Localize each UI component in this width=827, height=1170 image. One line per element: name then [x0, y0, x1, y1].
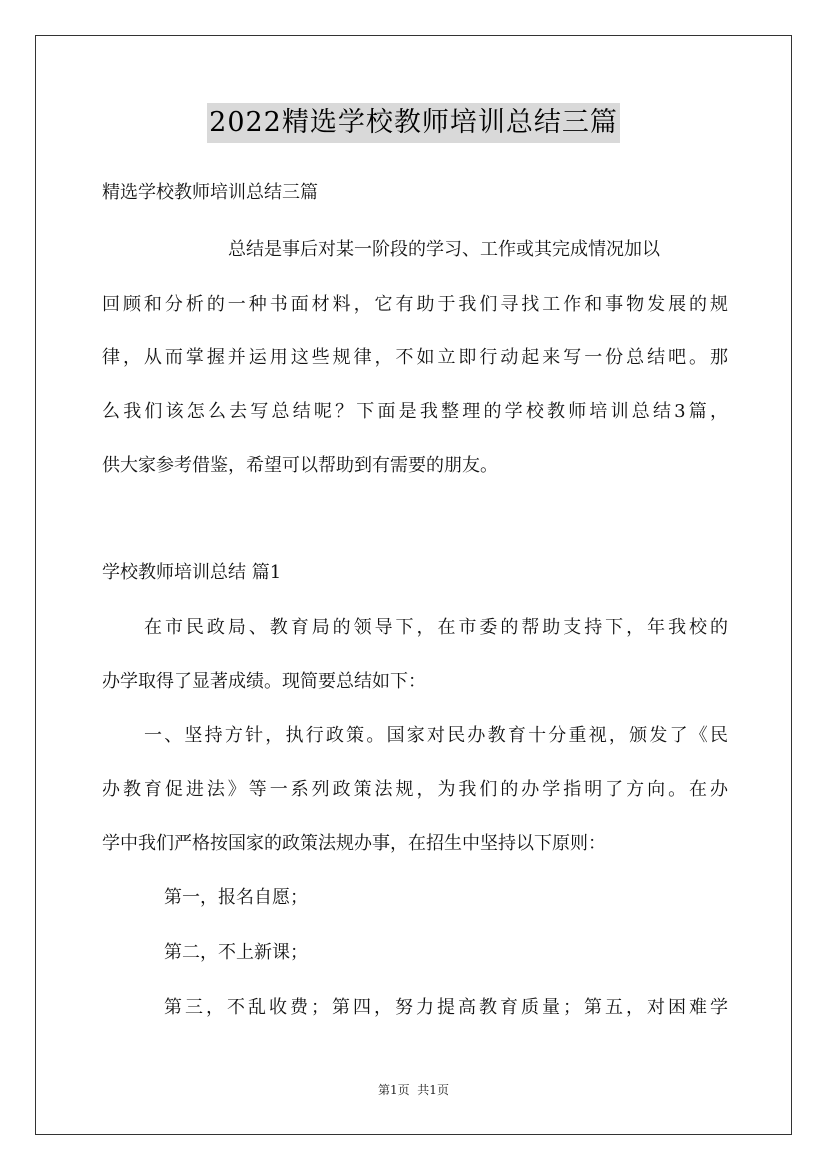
- intro-line-1: 总结是事后对某一阶段的学习、工作或其完成情况加以: [228, 239, 660, 260]
- section-line-3: 一、坚持方针，执行政策。国家对民办教育十分重视，颁发了《民: [144, 725, 728, 746]
- section-line-2: 办学取得了显著成绩。现简要总结如下：: [102, 671, 426, 692]
- section-line-5: 学中我们严格按国家的政策法规办事，在招生中坚持以下原则：: [102, 833, 606, 854]
- section-line-7: 第二，不上新课；: [164, 942, 308, 963]
- title-container: [0, 103, 827, 143]
- document-subtitle: 精选学校教师培训总结三篇: [102, 182, 318, 203]
- intro-line-3: 律，从而掌握并运用这些规律，不如立即行动起来写一份总结吧。那: [102, 347, 728, 368]
- intro-line-4: 么我们该怎么去写总结呢？下面是我整理的学校教师培训总结3篇，: [102, 401, 728, 422]
- section-line-4: 办教育促进法》等一系列政策法规，为我们的办学指明了方向。在办: [102, 779, 728, 800]
- intro-line-2: 回顾和分析的一种书面材料，它有助于我们寻找工作和事物发展的规: [102, 294, 728, 315]
- section-line-1: 在市民政局、教育局的领导下，在市委的帮助支持下，年我校的: [144, 617, 728, 638]
- section-heading: 学校教师培训总结 篇1: [102, 562, 282, 583]
- page-footer: 第1页 共1页: [378, 1083, 449, 1097]
- intro-line-5: 供大家参考借鉴，希望可以帮助到有需要的朋友。: [102, 455, 498, 476]
- document-title: 2022精选学校教师培训总结三篇: [207, 103, 620, 143]
- section-line-6: 第一，报名自愿；: [164, 887, 308, 908]
- section-line-8: 第三，不乱收费；第四，努力提高教育质量；第五，对困难学: [164, 997, 728, 1018]
